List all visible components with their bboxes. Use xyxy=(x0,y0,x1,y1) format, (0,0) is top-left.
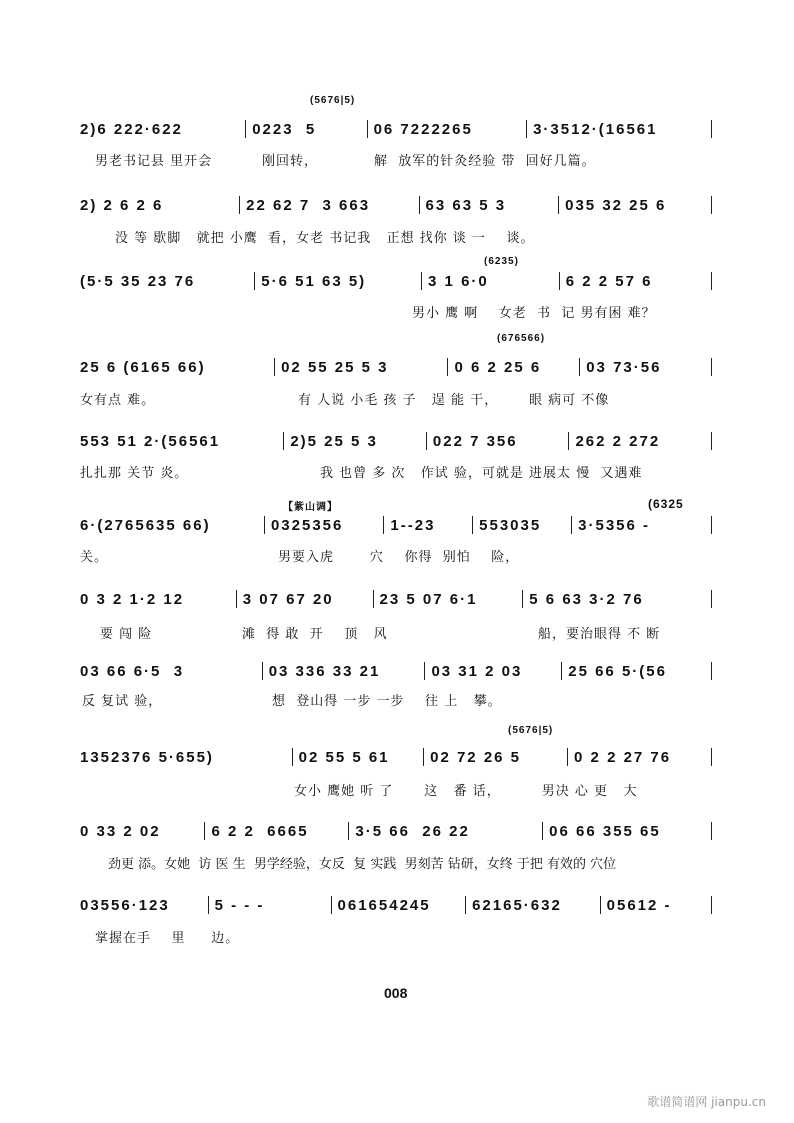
lyrics: 关。 xyxy=(80,550,109,565)
lyrics: 解 放军的针灸经验 带 回好几篇。 xyxy=(374,154,596,169)
barline xyxy=(711,432,712,450)
measure: 2) 2 6 2 6 xyxy=(80,197,164,214)
lyrics: 没 等 歇脚 就把 小鹰 看，女老 书记我 正想 找你 谈 一 谈。 xyxy=(115,231,535,246)
measure: 2)6 222·622 xyxy=(80,121,183,138)
instrumental-cue: (676566) xyxy=(497,333,546,344)
measure: 02 55 5 61 xyxy=(298,749,390,766)
lyrics: 船，要治眼得 不 断 xyxy=(538,627,661,642)
lyrics: 反 复试 验， xyxy=(82,694,163,709)
measure: 23 5 07 6·1 xyxy=(379,591,478,608)
instrumental-cue: (6235) xyxy=(484,256,519,267)
barline xyxy=(711,662,712,680)
lyrics: 男要入虎 穴 你得 别怕 险， xyxy=(278,550,520,565)
barline xyxy=(711,590,712,608)
notation-row xyxy=(80,820,712,840)
notation-row xyxy=(80,514,712,534)
tune-label: 【紫山调】 xyxy=(283,502,338,513)
notation-row xyxy=(80,894,712,914)
notation-row xyxy=(80,356,712,376)
notation-row xyxy=(80,270,712,290)
measure: 25 66 5·(56 xyxy=(568,663,667,680)
notation-row xyxy=(80,430,712,450)
barline xyxy=(711,896,712,914)
measure: 02 72 26 5 xyxy=(430,749,522,766)
notation-row xyxy=(80,194,712,214)
measure: 061654245 xyxy=(337,897,431,914)
measure: 0 6 2 25 6 xyxy=(454,359,542,376)
barline xyxy=(711,748,712,766)
lyrics: 男老书记县 里开会 xyxy=(95,154,213,169)
measure: 03556·123 xyxy=(80,897,170,914)
measure: 3·5 66 26 22 xyxy=(355,823,470,840)
measure: 0223 5 xyxy=(252,121,317,138)
measure: 2)5 25 5 3 xyxy=(290,433,378,450)
measure: 1352376 5·655) xyxy=(80,749,214,766)
measure: 0 3 2 1·2 12 xyxy=(80,591,185,608)
notation-row xyxy=(80,746,712,766)
measure: 25 6 (6165 66) xyxy=(80,359,206,376)
measure: 6 2 2 57 6 xyxy=(565,273,653,290)
measure: 6·(2765635 66) xyxy=(80,517,211,534)
measure: 63 63 5 3 xyxy=(425,197,507,214)
notation-row xyxy=(80,660,712,680)
measure: 553035 xyxy=(479,517,542,534)
barline xyxy=(711,516,712,534)
barline xyxy=(711,272,712,290)
measure: 5·6 51 63 5) xyxy=(261,273,367,290)
lyrics: 刚回转， xyxy=(262,154,319,169)
lyrics: 女有点 难。 xyxy=(80,393,156,408)
instrumental-cue: (5676|5) xyxy=(508,725,554,736)
lyrics: 劲更 添。女她 访 医 生 男学经验，女反 复 实践 男刻苦 钻研，女终 于把 有效的 穴位 xyxy=(108,857,617,872)
barline xyxy=(711,358,712,376)
measure: 05612 - xyxy=(606,897,672,914)
instrumental-cue: (5676|5) xyxy=(310,95,356,106)
lyrics: 扎扎那 关节 炎。 xyxy=(80,466,189,481)
watermark: 歌谱简谱网 jianpu.cn xyxy=(647,1095,766,1109)
measure: 22 62 7 3 663 xyxy=(246,197,371,214)
measure: 0 33 2 02 xyxy=(80,823,161,840)
lyrics: 女小 鹰她 听 了 这 番 话， 男决 心 更 大 xyxy=(294,784,638,799)
measure: 0325356 xyxy=(270,517,344,534)
measure: 03 31 2 03 xyxy=(431,663,523,680)
measure: 02 55 25 5 3 xyxy=(281,359,389,376)
measure: 03 336 33 21 xyxy=(268,663,381,680)
lyrics: 要 闯 险 xyxy=(100,627,153,642)
measure: 3 07 67 20 xyxy=(242,591,334,608)
measure: 5 6 63 3·2 76 xyxy=(529,591,644,608)
notation-row xyxy=(80,118,712,138)
barline xyxy=(711,196,712,214)
measure: 62165·632 xyxy=(472,897,562,914)
measure: 022 7 356 xyxy=(432,433,518,450)
lyrics: 我 也曾 多 次 作试 验，可就是 进展太 慢 又遇难 xyxy=(320,466,643,481)
measure: 3·5356 - xyxy=(578,517,651,534)
measure: 03 73·56 xyxy=(586,359,662,376)
measure: 3·3512·(16561 xyxy=(533,121,658,138)
measure: 1--23 xyxy=(390,517,436,534)
measure: 035 32 25 6 xyxy=(565,197,667,214)
lyrics: 男小 鹰 啊 女老 书 记 男有困 难？ xyxy=(412,306,656,321)
lyrics: 有 人说 小毛 孩 子 逞 能 干， 眼 病可 不像 xyxy=(298,393,610,408)
measure: (5·5 35 23 76 xyxy=(80,273,196,290)
measure: 262 2 272 xyxy=(575,433,661,450)
barline xyxy=(711,120,712,138)
measure: 6 2 2 6665 xyxy=(211,823,309,840)
notation-row xyxy=(80,588,712,608)
measure: 553 51 2·(56561 xyxy=(80,433,221,450)
measure: 5 - - - xyxy=(214,897,265,914)
measure: 06 66 355 65 xyxy=(549,823,661,840)
measure: 3 1 6·0 xyxy=(428,273,489,290)
lyrics: 想 登山得 一步 一步 往 上 攀。 xyxy=(272,694,502,709)
lyrics: 滩 得 敢 开 顶 风 xyxy=(242,627,388,642)
measure: 03 66 6·5 3 xyxy=(80,663,185,680)
barline xyxy=(711,822,712,840)
lyrics: 掌握在手 里 边。 xyxy=(95,931,240,946)
measure: 06 7222265 xyxy=(373,121,473,138)
measure: 0 2 2 27 76 xyxy=(574,749,672,766)
instrumental-cue: (6325 xyxy=(648,497,684,511)
page-number: 008 xyxy=(384,985,408,1001)
